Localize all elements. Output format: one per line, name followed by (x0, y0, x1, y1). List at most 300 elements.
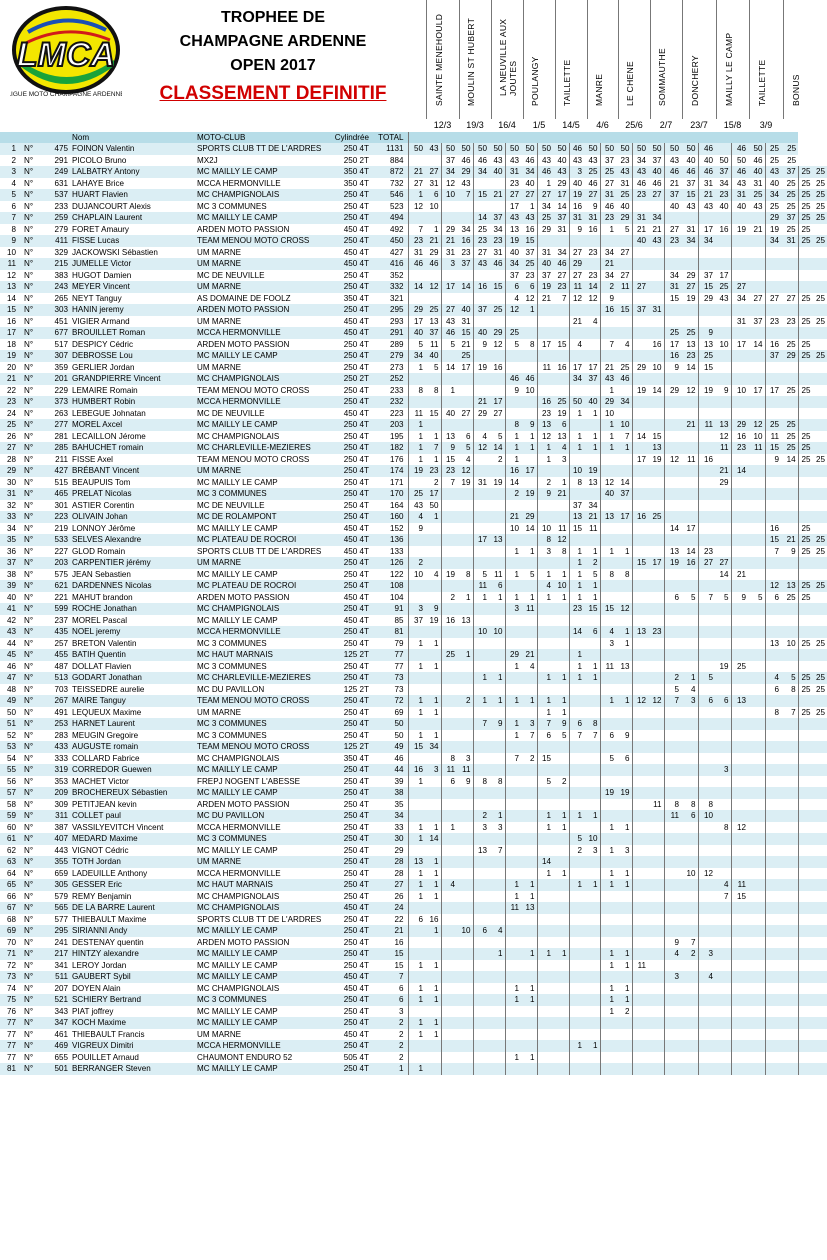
cell-score: 12 (505, 304, 521, 316)
cell-score (664, 741, 681, 753)
cell-score (681, 511, 698, 523)
cell-score: 1 (425, 868, 441, 880)
cell-score (473, 523, 489, 535)
cell-score (781, 718, 798, 730)
cell-score (715, 408, 731, 420)
cell-no: N° (20, 833, 40, 845)
cell-pos: 56 (0, 776, 20, 788)
cell-score: 23 (457, 247, 473, 259)
cell-score: 1 (600, 695, 616, 707)
cell-cl: MC CHAMPIGNOLAIS (195, 753, 325, 765)
cell-score: 27 (616, 247, 632, 259)
cell-score (632, 258, 648, 270)
cell-score: 25 (798, 580, 812, 592)
cell-score (681, 534, 698, 546)
cell-pos: 22 (0, 385, 20, 397)
cell-score (813, 339, 827, 351)
cell-score (616, 891, 632, 903)
cell-score (748, 1017, 765, 1029)
table-row (0, 465, 827, 477)
cell-score (505, 845, 521, 857)
cell-score (648, 810, 664, 822)
cell-score: 5 (441, 339, 457, 351)
cell-score: 27 (698, 557, 715, 569)
cell-score: 25 (553, 396, 569, 408)
cell-no: N° (20, 511, 40, 523)
cell-score (664, 1029, 681, 1041)
cell-score: 1 (553, 672, 569, 684)
cell-score: 8 (765, 707, 781, 719)
cell-nm: PIAT joffrey (70, 1006, 195, 1018)
cell-score (569, 937, 584, 949)
cell-score (648, 960, 664, 972)
cell-score: 27 (489, 408, 505, 420)
cell-cy: 250 4T (325, 787, 375, 799)
cell-no: N° (20, 1040, 40, 1052)
race-name: LA NEUVILLE AUX JOUTES (498, 18, 518, 96)
cell-pos: 7 (0, 212, 20, 224)
cell-score (731, 1063, 748, 1075)
cell-score: 50 (441, 143, 457, 155)
cell-score (408, 396, 425, 408)
cell-tot: 732 (375, 178, 408, 190)
cell-score (457, 799, 473, 811)
cell-score: 25 (781, 224, 798, 236)
cell-num: 387 (40, 822, 70, 834)
cell-score: 17 (441, 281, 457, 293)
cell-score (616, 718, 632, 730)
cell-score (748, 925, 765, 937)
cell-no: N° (20, 1017, 40, 1029)
cell-tot: 494 (375, 212, 408, 224)
cell-score (569, 419, 584, 431)
cell-cl: MC MAILLY LE CAMP (195, 419, 325, 431)
cell-score: 50 (715, 155, 731, 167)
cell-score (664, 1052, 681, 1064)
cell-score (632, 741, 648, 753)
cell-score: 16 (473, 281, 489, 293)
cell-score (813, 408, 827, 420)
cell-score (698, 730, 715, 742)
cell-score: 21 (584, 511, 600, 523)
cell-score (616, 385, 632, 397)
cell-score: 1 (457, 649, 473, 661)
cell-score (600, 557, 616, 569)
cell-score (698, 247, 715, 259)
cell-score: 1 (408, 1063, 425, 1075)
cell-score (600, 937, 616, 949)
cell-score (600, 500, 616, 512)
table-row (0, 477, 827, 489)
cell-nm: CORREDOR Guewen (70, 764, 195, 776)
cell-no: N° (20, 580, 40, 592)
cell-score (632, 477, 648, 489)
cell-score (715, 718, 731, 730)
cell-cy: 250 4T (325, 396, 375, 408)
cell-score (715, 373, 731, 385)
cell-score (731, 1006, 748, 1018)
table-row (0, 638, 827, 650)
cell-score (584, 764, 600, 776)
cell-score (457, 396, 473, 408)
race-name: POULANGY (530, 55, 540, 106)
cell-score (457, 638, 473, 650)
cell-score (569, 385, 584, 397)
cell-score (537, 684, 553, 696)
cell-score (553, 891, 569, 903)
cell-score (489, 488, 505, 500)
cell-score: 11 (408, 408, 425, 420)
cell-score (748, 902, 765, 914)
cell-score (553, 511, 569, 523)
cell-score (698, 741, 715, 753)
cell-pos: 81 (0, 1063, 20, 1075)
cell-score: 2 (569, 845, 584, 857)
cell-score: 12 (731, 822, 748, 834)
cell-score: 1 (425, 960, 441, 972)
cell-score (537, 845, 553, 857)
cell-score (473, 500, 489, 512)
cell-score (664, 396, 681, 408)
table-row (0, 419, 827, 431)
cell-score (441, 971, 457, 983)
race-column (618, 0, 651, 119)
cell-cy: 250 4T (325, 707, 375, 719)
cell-score: 29 (473, 408, 489, 420)
cell-score (765, 477, 781, 489)
cell-score (457, 546, 473, 558)
cell-score: 13 (715, 419, 731, 431)
cell-score (664, 983, 681, 995)
cell-score (748, 914, 765, 926)
cell-cy: 250 4T (325, 799, 375, 811)
cell-cy: 250 4T (325, 822, 375, 834)
cell-score: 25 (781, 143, 798, 155)
cell-score (731, 730, 748, 742)
cell-score (715, 580, 731, 592)
lmca-logo-icon (10, 4, 122, 102)
cell-score (632, 523, 648, 535)
cell-num: 257 (40, 638, 70, 650)
cell-score (781, 810, 798, 822)
cell-score: 1 (569, 557, 584, 569)
cell-tot: 22 (375, 914, 408, 926)
cell-score: 2 (600, 281, 616, 293)
cell-score: 4 (584, 316, 600, 328)
title-line-1: TROPHEE DE (220, 9, 325, 26)
cell-no: N° (20, 638, 40, 650)
cell-score (505, 684, 521, 696)
cell-score (798, 603, 812, 615)
cell-score (648, 592, 664, 604)
cell-score: 9 (408, 523, 425, 535)
cell-cy: 450 4T (325, 534, 375, 546)
cell-score: 29 (408, 304, 425, 316)
cell-score (553, 557, 569, 569)
cell-score (664, 764, 681, 776)
cell-score (473, 856, 489, 868)
cell-score (748, 304, 765, 316)
cell-score: 40 (537, 258, 553, 270)
table-row (0, 396, 827, 408)
cell-score (748, 488, 765, 500)
table-row (0, 925, 827, 937)
cell-no: N° (20, 937, 40, 949)
cell-score: 40 (600, 488, 616, 500)
cell-score: 14 (731, 465, 748, 477)
cell-nm: POUILLET Arnaud (70, 1052, 195, 1064)
cell-score: 27 (715, 557, 731, 569)
cell-score (781, 799, 798, 811)
cell-score (505, 833, 521, 845)
cell-score: 1 (425, 224, 441, 236)
cell-score (521, 638, 537, 650)
cell-score: 23 (425, 465, 441, 477)
cell-tot: 3 (375, 1006, 408, 1018)
cell-score (457, 1052, 473, 1064)
cell-score (553, 856, 569, 868)
cell-score (553, 327, 569, 339)
cell-score: 29 (681, 270, 698, 282)
cell-pos: 44 (0, 638, 20, 650)
cell-score (553, 385, 569, 397)
cell-score (457, 201, 473, 213)
cell-score (813, 304, 827, 316)
cell-score (553, 235, 569, 247)
cell-score: 34 (648, 212, 664, 224)
cell-score (781, 569, 798, 581)
cell-score (425, 580, 441, 592)
cell-nm: CHAPLAIN Laurent (70, 212, 195, 224)
cell-score: 50 (681, 143, 698, 155)
cell-nm: VASSILYEVITCH Vincent (70, 822, 195, 834)
cell-score: 14 (473, 212, 489, 224)
cell-score: 25 (798, 212, 812, 224)
cell-score: 34 (698, 235, 715, 247)
cell-score (681, 914, 698, 926)
cell-score (457, 661, 473, 673)
cell-score (569, 1029, 584, 1041)
cell-score (765, 1006, 781, 1018)
cell-cl: MC CHAMPIGNOLAIS (195, 373, 325, 385)
cell-num: 279 (40, 224, 70, 236)
cell-score: 27 (505, 189, 521, 201)
cell-score: 9 (584, 201, 600, 213)
cell-cy: 250 4T (325, 856, 375, 868)
cell-score (473, 787, 489, 799)
cell-score: 13 (489, 534, 505, 546)
cell-score (781, 937, 798, 949)
cell-score (698, 787, 715, 799)
cell-score (765, 396, 781, 408)
cell-score: 37 (715, 166, 731, 178)
cell-cl: MC CHAMPIGNOLAIS (195, 902, 325, 914)
cell-num: 277 (40, 419, 70, 431)
cell-score: 23 (781, 316, 798, 328)
cell-score (731, 500, 748, 512)
cell-score (473, 316, 489, 328)
cell-score: 15 (569, 523, 584, 535)
cell-score: 7 (698, 592, 715, 604)
cell-score (715, 454, 731, 466)
cell-score: 23 (765, 316, 781, 328)
cell-score: 10 (505, 523, 521, 535)
cell-score: 1 (521, 983, 537, 995)
cell-cy: 450 4T (325, 615, 375, 627)
cell-score: 10 (425, 201, 441, 213)
cell-cy: 250 4T (325, 730, 375, 742)
cell-score (813, 753, 827, 765)
table-row (0, 408, 827, 420)
cell-score: 3 (698, 948, 715, 960)
cell-score: 1 (408, 891, 425, 903)
cell-score (632, 914, 648, 926)
cell-score (441, 1040, 457, 1052)
cell-score: 23 (584, 247, 600, 259)
cell-score (664, 603, 681, 615)
cell-score (457, 684, 473, 696)
cell-score (781, 396, 798, 408)
cell-score: 1 (441, 822, 457, 834)
cell-tot: 2 (375, 1029, 408, 1041)
cell-score (569, 925, 584, 937)
cell-score (765, 500, 781, 512)
cell-score (748, 212, 765, 224)
cell-score (731, 764, 748, 776)
cell-score: 1 (489, 592, 505, 604)
cell-score (600, 580, 616, 592)
cell-score: 25 (584, 166, 600, 178)
cell-score (537, 787, 553, 799)
cell-score: 1 (425, 925, 441, 937)
cell-num: 285 (40, 442, 70, 454)
cell-score (441, 488, 457, 500)
cell-score: 43 (632, 166, 648, 178)
cell-score: 6 (489, 580, 505, 592)
cell-score (441, 730, 457, 742)
cell-score (648, 1040, 664, 1052)
cell-score: 2 (489, 454, 505, 466)
cell-score: 1 (521, 546, 537, 558)
cell-score: 12 (425, 281, 441, 293)
cell-tot: 7 (375, 971, 408, 983)
cell-pos: 77 (0, 1040, 20, 1052)
cell-score (813, 224, 827, 236)
cell-score (813, 925, 827, 937)
cell-score (521, 787, 537, 799)
cell-score (489, 649, 505, 661)
cell-pos: 6 (0, 201, 20, 213)
cell-pos: 13 (0, 281, 20, 293)
cell-score (537, 833, 553, 845)
cell-score (715, 649, 731, 661)
cell-score (441, 937, 457, 949)
cell-score (489, 1006, 505, 1018)
cell-score: 1 (553, 569, 569, 581)
cell-score (505, 960, 521, 972)
cell-score (521, 454, 537, 466)
cell-score: 50 (569, 396, 584, 408)
cell-score (569, 822, 584, 834)
cell-score (798, 764, 812, 776)
cell-cl: MC PLATEAU DE ROCROI (195, 534, 325, 546)
cell-score: 16 (681, 557, 698, 569)
cell-score: 5 (537, 776, 553, 788)
cell-score: 8 (698, 799, 715, 811)
cell-score (715, 615, 731, 627)
cell-score: 11 (616, 281, 632, 293)
race-date: 15/8 (723, 120, 742, 130)
cell-score: 46 (681, 166, 698, 178)
cell-cy: 250 4T (325, 511, 375, 523)
table-row (0, 891, 827, 903)
cell-score (681, 730, 698, 742)
cell-score: 1 (537, 707, 553, 719)
cell-score (731, 327, 748, 339)
cell-score (731, 1017, 748, 1029)
cell-score: 14 (715, 569, 731, 581)
cell-score (715, 546, 731, 558)
cell-score (648, 753, 664, 765)
cell-score: 40 (553, 155, 569, 167)
cell-score: 4 (489, 925, 505, 937)
cell-score: 15 (698, 362, 715, 374)
cell-score: 1 (408, 638, 425, 650)
cell-score (616, 350, 632, 362)
table-row (0, 224, 827, 236)
cell-score: 16 (632, 511, 648, 523)
cell-score: 1 (521, 431, 537, 443)
cell-score (408, 971, 425, 983)
cell-score: 8 (473, 776, 489, 788)
cell-score (616, 649, 632, 661)
cell-score (632, 799, 648, 811)
cell-cl: TEAM MENOU MOTO CROSS (195, 741, 325, 753)
cell-score: 6 (765, 684, 781, 696)
cell-pos: 75 (0, 994, 20, 1006)
cell-score: 9 (569, 224, 584, 236)
cell-score: 1 (408, 454, 425, 466)
cell-score (489, 201, 505, 213)
cell-score (664, 707, 681, 719)
cell-score (632, 603, 648, 615)
cell-score (715, 523, 731, 535)
cell-score: 27 (781, 293, 798, 305)
cell-score (489, 350, 505, 362)
cell-score (489, 937, 505, 949)
cell-score (731, 454, 748, 466)
cell-cl: MC 3 COMMUNES (195, 833, 325, 845)
cell-score (473, 891, 489, 903)
cell-score: 5 (505, 339, 521, 351)
cell-score (600, 534, 616, 546)
cell-score: 19 (616, 787, 632, 799)
table-row (0, 914, 827, 926)
cell-score: 50 (408, 143, 425, 155)
cell-score (441, 419, 457, 431)
cell-score (408, 270, 425, 282)
cell-score (425, 649, 441, 661)
cell-score (489, 1029, 505, 1041)
cell-score: 19 (648, 454, 664, 466)
cell-score (781, 983, 798, 995)
cell-score: 10 (681, 868, 698, 880)
cell-score (798, 1006, 812, 1018)
cell-score: 1 (584, 546, 600, 558)
cell-score: 1 (505, 891, 521, 903)
cell-score (731, 684, 748, 696)
cell-no: N° (20, 948, 40, 960)
